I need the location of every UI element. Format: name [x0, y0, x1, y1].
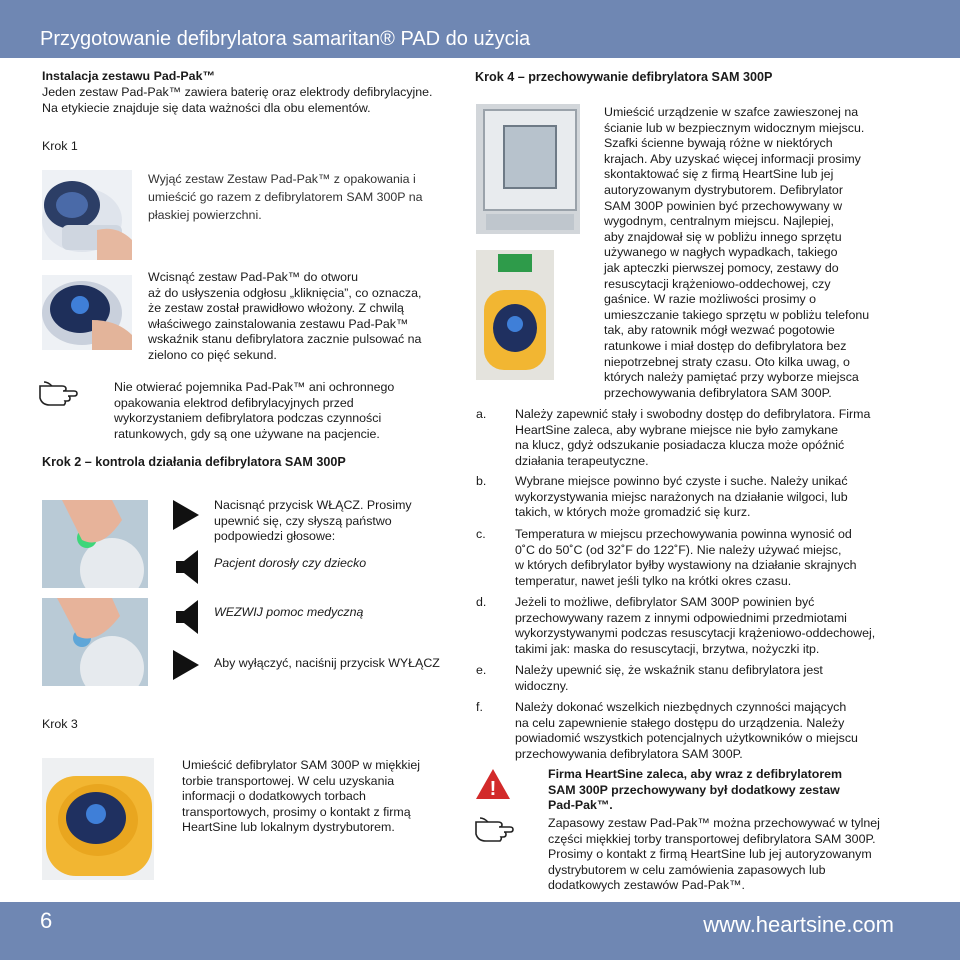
list-item: Należy dokonać wszelkich niezbędnych czynności mających na celu zapewnienie stałego dostępu do urządzenia. Należy powiadomić wszystkich potencjalnych użytkowników o miejscu przechowywania defibrylatora SAM 300P.	[515, 700, 858, 761]
page-title: Przygotowanie defibrylatora samaritan® PAD do użycia	[40, 28, 531, 50]
list-letter: b.	[476, 474, 487, 488]
power-off-photo	[42, 598, 148, 686]
step3-heading: Krok 3	[42, 717, 78, 731]
pointing-hand-icon	[38, 378, 78, 408]
step2-item-2: Aby wyłączyć, naciśnij przycisk WYŁĄCZ	[214, 656, 440, 670]
list-item: Jeżeli to możliwe, defibrylator SAM 300P powinien być przechowywany razem z innymi odpowiednimi przedmiotami wykorzystywanymi podczas resuscytacji krążeniowo-oddechowej, takimi jak: maska do resuscytacji, brzytwa, nożyczki itp.	[515, 595, 876, 656]
list-item: Wybrane miejsce powinno być czyste i suche. Należy unikać wykorzystywania miejsc narażonych na działanie wilgoci, lub takich, w których może gromadzić się kurz.	[515, 474, 848, 520]
list-letter: d.	[476, 595, 487, 609]
pad-pak-unbox-photo	[42, 170, 132, 260]
step2-heading: Krok 2 – kontrola działania defibrylatora SAM 300P	[42, 455, 346, 469]
step1-note: Nie otwierać pojemnika Pad-Pak™ ani ochronnego opakowania elektrod defibrylacyjnych przed wykorzystaniem defibrylatora podczas czynności ratunkowych, gdy są one używane na pacjencie.	[114, 380, 395, 441]
pointing-hand-icon	[474, 814, 514, 844]
list-item: Należy zapewnić stały i swobodny dostęp do defibrylatora. Firma HeartSine zaleca, aby wybrane miejsce nie było zamykane na klucz, gdyż odszukanie posiadacza klucza może opóźnić działania terapeutyczne.	[515, 407, 871, 468]
step4-heading: Krok 4 – przechowywanie defibrylatora SAM 300P	[475, 70, 773, 84]
step2-item-1: Nacisnąć przycisk WŁĄCZ. Prosimy upewnić się, czy słyszą państwo podpowiedzi głosowe:	[214, 498, 412, 544]
pad-pak-insert-photo	[42, 275, 132, 350]
warning-triangle-icon	[475, 768, 511, 800]
list-letter: e.	[476, 663, 487, 677]
install-line-2: Na etykiecie znajduje się data ważności dla obu elementów.	[42, 101, 371, 115]
power-on-photo	[42, 500, 148, 588]
voice-prompt-1: Pacjent dorosły czy dziecko	[214, 556, 367, 570]
step1-text-1: Wyjąć zestaw Zestaw Pad-Pak™ z opakowania i umieścić go razem z defibrylatorem SAM 300P na płaskiej powierzchni.	[148, 172, 423, 222]
list-letter: f.	[476, 700, 483, 714]
list-letter: c.	[476, 527, 486, 541]
list-item: Należy upewnić się, że wskaźnik stanu defibrylatora jest widoczny.	[515, 663, 823, 693]
carry-bag-photo	[42, 758, 154, 880]
list-item: Temperatura w miejscu przechowywania powinna wynosić od 0˚C do 50˚C (od 32˚F do 122˚F). Nie należy używać miejsc, w których defibrylator byłby wystawiony na działanie skrajnych temperatur, nawet jeśli tylko na krótki okres czasu.	[515, 527, 857, 588]
install-heading: Instalacja zestawu Pad-Pak™	[42, 69, 215, 83]
warning-note-text: Zapasowy zestaw Pad-Pak™ można przechowywać w tylnej części miękkiej torby transportowej defibrylatora SAM 300P. Prosimy o kontakt z firmą HeartSine lub jej autoryzowanym dystrybutorem w celu zamówienia zapasowych lub dodatkowych zestawów Pad-Pak™.	[548, 816, 880, 893]
install-line-1: Jeden zestaw Pad-Pak™ zawiera baterię oraz elektrody defibrylacyjne.	[42, 85, 433, 99]
warning-bold-text: Firma HeartSine zaleca, aby wraz z defibrylatorem SAM 300P przechowywany był dodatkowy zestaw Pad-Pak™.	[548, 767, 843, 813]
warning-glyph: !	[489, 778, 497, 800]
step4-text: Umieścić urządzenie w szafce zawieszonej na ścianie lub w bezpiecznym widocznym miejscu. Szafki ścienne bywają różne w niektórych krajach. Aby uzyskać więcej informacji prosimy skontaktować się z firmą HeartSine lub jej autoryzowanym dystrybutorem. Defibrylator SAM 300P powinien być przechowywany w wygodnym, centralnym miejscu. Najlepiej, aby znajdował się w pobliżu innego sprzętu używanego w nagłych wypadkach, takiego jak apteczki pierwszej pomocy, zestawy do resuscytacji krążeniowo-oddechowej, czy gaśnice. W razie możliwości prosimy o umieszczanie takiego sprzętu w pobliżu telefonu tak, aby ratownik mógł wezwać pogotowie ratunkowe i miał dostęp do defibrylatora bez niepotrzebnej straty czasu. Oto kilka uwag, o których należy pamiętać przy wyborze miejsca przechowywania defibrylatora SAM 300P.	[604, 105, 870, 400]
speaker-icon	[176, 550, 198, 584]
step1-text-2: Wcisnąć zestaw Pad-Pak™ do otworu aż do usłyszenia odgłosu „kliknięcia”, co oznacza, że zestaw został prawidłowo włożony. Z chwilą właściwego zainstalowania zestawu Pad-Pak™ wskaźnik stanu defibrylatora zacznie pulsować na zielono co pięć sekund.	[148, 270, 422, 362]
speaker-icon	[176, 600, 198, 634]
wall-cabinet-photo	[476, 104, 580, 234]
stored-defibrillator-photo	[476, 250, 554, 380]
voice-prompt-2: WEZWIJ pomoc medyczną	[214, 605, 364, 619]
play-arrow-icon	[173, 650, 199, 680]
step3-text: Umieścić defibrylator SAM 300P w miękkiej torbie transportowej. W celu uzyskania informacji o dodatkowych torbach transportowych, prosimy o kontakt z firmą HeartSine lub lokalnym dystrybutorem.	[182, 758, 421, 835]
page-number: 6	[40, 908, 53, 933]
step1-heading: Krok 1	[42, 139, 78, 153]
website-link[interactable]: www.heartsine.com	[703, 912, 894, 937]
play-arrow-icon	[173, 500, 199, 530]
list-letter: a.	[476, 407, 487, 421]
